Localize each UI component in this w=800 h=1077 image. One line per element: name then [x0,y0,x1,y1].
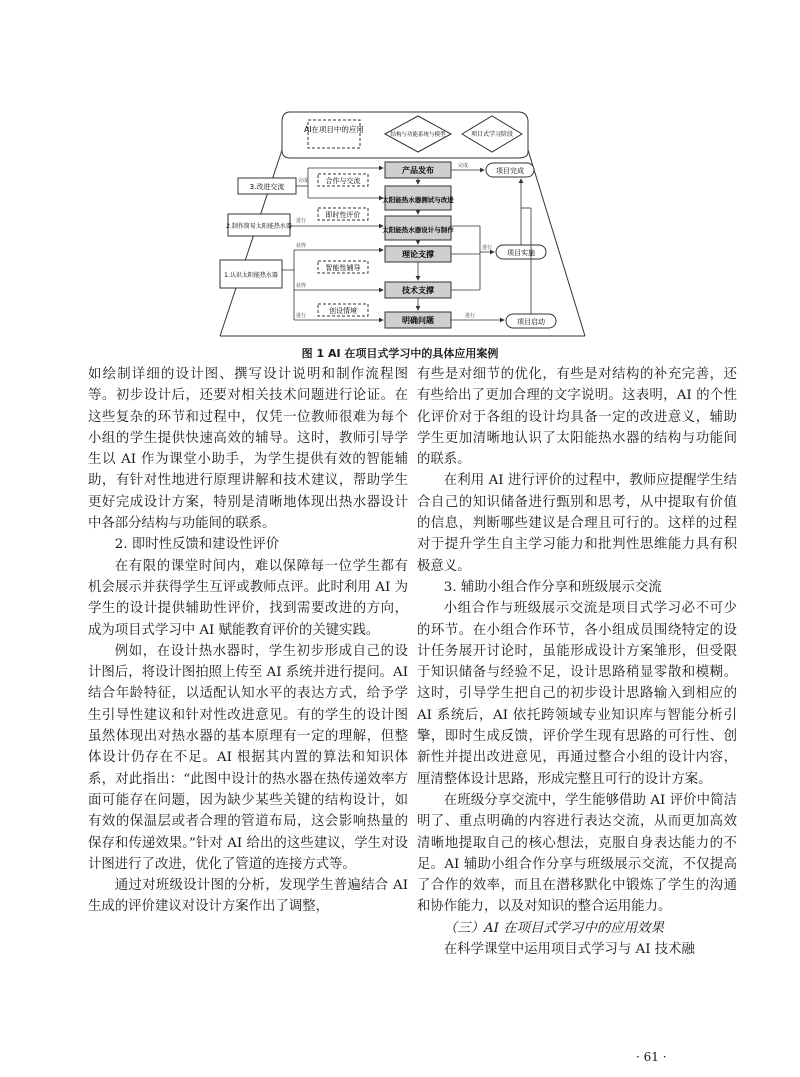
page-number: · 61 · [636,1050,667,1064]
figure-caption: 图 1 AI 在项目式学习中的具体应用案例 [301,347,499,360]
paragraph: 在班级分享交流中，学生能够借助 AI 评价中简洁明了、重点明确的内容进行表达交流，从而更加高效清晰地提取自己的核心想法，克服自身表达能力的不足。AI 辅助小组合作分享与班级展示交流，不仅提高了合作的效率，而且在潜移默化中锻炼了学生的沟通和协作能力，以及对知识的整合运用能力。 [417,792,737,915]
top-label-structure-function: 结构与功能系统与模型 [390,132,446,138]
paragraph: 在有限的课堂时间内，难以保障每一位学生都有机会展示并获得学生互评或教师点评。此时利用 AI 为学生的设计提供辅助性评价，找到需要改进的方向，成为项目式学习中 AI 赋能教育评价的关键实践。 [88,558,408,638]
edge-label: 进行 [482,245,493,251]
section-heading: 3. 辅助小组合作分享和班级展示交流 [443,579,662,595]
right-project-start: 项目启动 [517,318,545,326]
right-project-implement: 项目实施 [507,249,535,257]
paragraph: 小组合作与班级展示交流是项目式学习必不可少的环节。在小组合作环节，各小组成员围绕特定的设计任务展开讨论时，虽能形成设计方案雏形，但受限于知识储备与经验不足，设计思路稍显零散和模糊。这时，引导学生把自己的初步设计思路输入到相应的 AI 系统后，AI 依托跨领域专业知识库与智能分析引擎，即时生成反馈，评价学生现有思路的可行性、创新性并提出改进意见，再通过整合小组的设计内容，厘清整体设计思路，形成完整且可行的设计方案。 [417,601,737,787]
ai-instant-evaluation: 即时性评价 [325,211,361,219]
project-learning-diagram [190,108,610,340]
left-column [88,364,408,918]
section-heading: （三）AI 在项目式学习中的应用效果 [443,920,664,936]
top-label-ai-application: AI在项目中的应用 [304,125,364,134]
edge-label: 进行 [465,313,476,319]
edge-label: 进行 [296,313,307,319]
section-heading: 2. 即时性反馈和建设性评价 [114,537,280,553]
right-project-complete: 项目完成 [496,167,524,175]
stage-3: 3.改进交流 [249,183,285,191]
paragraph: 在科学课堂中运用项目式学习与 AI 技术融 [443,942,695,958]
top-label-pbl-stage: 项目式学习阶段 [470,131,514,138]
edge-label: 获得 [296,283,307,289]
paragraph: 例如，在设计热水器时，学生初步形成自己的设计图后，将设计图拍照上传至 AI 系统并进行提问。AI 结合年龄特征，以适配认知水平的表达方式，给予学生引导性建议和针对性改进意见。有的学生的设计图虽然体现出对热水器的基本原理有一定的理解，但整体设计仍存在不足。AI 根据其内置的算法和知识体系，对此指出：“此图中设计的热水器在热传递效率方面可能存在问题，因为缺少某些关键的结构设计，如有效的保温层或者合理的管道布局，这会影响热量的保存和传递效果。”针对 AI 给出的这些建议，学生对设计图进行了改进，优化了管道的连接方式等。 [88,643,408,872]
box-define-problem: 明确问题 [402,316,434,325]
paragraph: 在利用 AI 进行评价的过程中，教师应提醒学生结合自己的知识储备进行甄别和思考，从中提取有价值的信息，判断哪些建议是合理且可行的。这样的过程对于提升学生自主学习能力和批判性思维能力具有积极意义。 [417,473,737,574]
box-test-improve: 太阳能热水器测试与改进 [382,196,454,204]
stage-2: 2.制作简易太阳能热水器 [226,223,292,230]
box-product-release: 产品发布 [402,166,434,175]
box-design-make: 太阳能热水器设计与制作 [382,226,454,234]
stage-1: 1.认识太阳能热水器 [224,272,278,279]
ai-collaboration: 合作与交流 [325,177,361,185]
right-column [417,364,737,960]
ai-scenario: 创设情境 [329,307,357,315]
paragraph: 有些是对细节的优化，有些是对结构的补充完善，还有些给出了更加合理的文字说明。这表明，AI 的个性化评价对于各组的设计均具备一定的改进意义，辅助学生更加清晰地认识了太阳能热水器的结构与功能间的联系。 [417,367,737,468]
paragraph: 如绘制详细的设计图、撰写设计说明和制作流程图等。初步设计后，还要对相关技术问题进行论证。在这些复杂的环节和过程中，仅凭一位教师很难为每个小组的学生提供快速高效的辅导。这时，教师引导学生以 AI 作为课堂小助手，为学生提供有效的智能辅助，有针对性地进行原理讲解和技术建议，帮助学生更好完成设计方案，特别是清晰地体现出热水器设计中各部分结构与功能间的联系。 [88,367,408,532]
edge-label: 完成 [298,178,309,184]
paragraph: 通过对班级设计图的分析，发现学生普遍结合 AI 生成的评价建议对设计方案作出了调整， [88,878,408,915]
edge-label: 获得 [296,243,307,249]
edge-label: 完成 [458,163,469,169]
edge-label: 进行 [296,218,307,224]
box-tech-support: 技术支撑 [402,286,434,295]
box-theory-support: 理论支撑 [402,250,434,259]
ai-smart-tutoring: 智能性辅导 [325,264,361,272]
